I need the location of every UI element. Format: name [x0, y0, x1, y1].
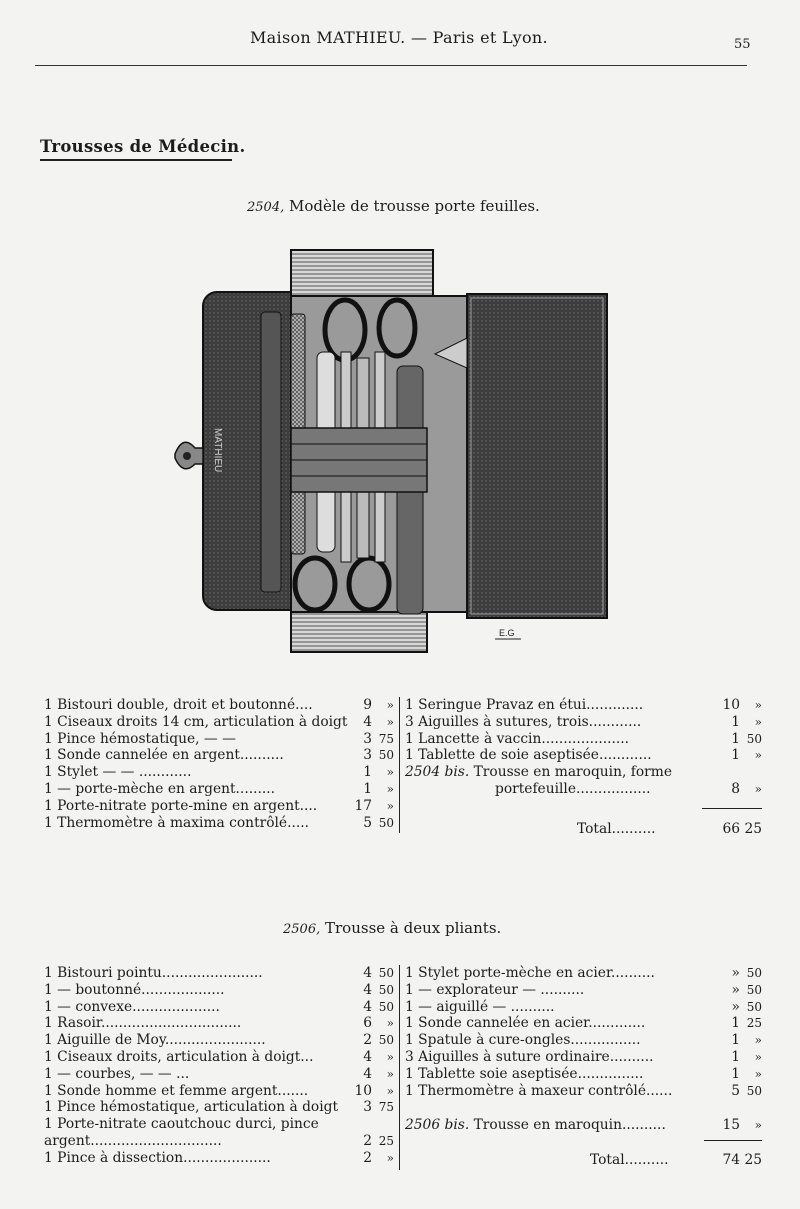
bis-row-cont: portefeuille................. 8 » [495, 780, 762, 797]
list-item: 1 Pince hémostatique, articulation à doigt 3 75 [44, 1099, 394, 1116]
total-row: Total.......... 74 25 [590, 1152, 762, 1168]
total-rule [704, 1140, 762, 1141]
list-item: 1 Porte-nitrate porte-mine en argent.... 17 » [44, 797, 394, 814]
list-item: 1 — aiguillé — .......... » 50 [405, 998, 762, 1015]
header-title: Maison MATHIEU. — Paris et Lyon. [250, 28, 548, 47]
page-header [0, 20, 800, 72]
list-item: 1 Aiguille de Moy....................... 2 50 [44, 1032, 394, 1049]
item2-total [405, 1152, 762, 1169]
item2-left-list [44, 965, 394, 1167]
list-item: 1 Sonde homme et femme argent....... 10 » [44, 1082, 394, 1099]
list-item: 1 Thermomètre à maxeur contrôlé...... 5 50 [405, 1082, 762, 1099]
header-rule [35, 65, 747, 66]
list-item: 1 Tablette de soie aseptisée............ 1 » [405, 747, 762, 764]
total-rule [702, 808, 762, 809]
list-item: 3 Aiguilles à sutures, trois............ 1 » [405, 713, 762, 730]
list-item: 1 Ciseaux droits 14 cm, articulation à doigt 4 » [44, 713, 394, 730]
column-divider [399, 965, 400, 1170]
list-item: 1 Bistouri double, droit et boutonné.... 9 » [44, 697, 394, 713]
total-row: Total.......... 66 25 [577, 821, 762, 837]
item-number: 2504, [247, 200, 285, 215]
engraver-mark: E.G [499, 628, 515, 638]
item-title: Trousse à deux pliants. [325, 919, 502, 937]
item2-right-list [405, 965, 762, 1099]
list-item: 1 Tablette soie aseptisée............... 1 » [405, 1065, 762, 1082]
list-item: 1 Porte-nitrate caoutchouc durci, pince [44, 1116, 319, 1133]
list-item: 1 Stylet porte-mèche en acier.......... » 50 [405, 965, 762, 981]
bis-ref: 2504 bis. [405, 764, 470, 781]
bis-text: Trousse en maroquin, forme [473, 764, 673, 781]
list-item: 1 Pince à dissection.................... 2 » [44, 1149, 394, 1166]
list-item: argent.............................. 2 25 [44, 1132, 394, 1149]
item-title: Modèle de trousse porte feuilles. [289, 197, 540, 215]
bis-ref: 2506 bis. [405, 1117, 470, 1133]
list-item: 1 — boutonné................... 4 50 [44, 981, 394, 998]
item1-total [405, 821, 762, 838]
bis-row: 2506 bis. Trousse en maroquin.......... 15 » [405, 1117, 762, 1133]
list-item: 1 — explorateur — .......... » 50 [405, 981, 762, 998]
bis-text: Trousse en maroquin.......... [473, 1117, 666, 1133]
list-item: 1 Bistouri pointu....................... 4 50 [44, 965, 394, 981]
page-number: 55 [734, 37, 751, 52]
list-item: 1 Sonde cannelée en argent.......... 3 50 [44, 747, 394, 764]
list-item: 1 — porte-mèche en argent......... 1 » [44, 780, 394, 797]
bis-row [405, 764, 762, 781]
item-caption [247, 197, 540, 215]
section-title: Trousses de Médecin. [40, 137, 246, 156]
list-item: 1 Ciseaux droits, articulation à doigt... 4 » [44, 1048, 394, 1065]
list-item: 1 Thermomètre à maxima contrôlé..... 5 50 [44, 814, 394, 831]
item2-bis [405, 1117, 762, 1134]
list-item: 1 Sonde cannelée en acier............. 1 25 [405, 1015, 762, 1032]
list-item: 1 — courbes, — — ... 4 » [44, 1065, 394, 1082]
trousse-illustration [165, 248, 625, 658]
list-item: 1 Seringue Pravaz en étui............. 10 » [405, 697, 762, 713]
list-item: 1 Rasoir................................ 6 » [44, 1015, 394, 1032]
item1-right-list [405, 697, 762, 798]
column-divider [399, 697, 400, 833]
list-item: 1 — convexe.................... 4 50 [44, 998, 394, 1015]
list-item: 1 Spatule à cure-ongles................ 1 » [405, 1032, 762, 1049]
list-item: 3 Aiguilles à suture ordinaire.......... 1 » [405, 1048, 762, 1065]
list-item: 1 Stylet — — ............ 1 » [44, 764, 394, 781]
section-title-underline [40, 159, 232, 161]
item-number: 2506, [283, 922, 321, 937]
list-item: 1 Pince hémostatique, — — 3 75 [44, 730, 394, 747]
item1-left-list [44, 697, 394, 831]
item-caption [283, 919, 501, 937]
case-label: MATHIEU [212, 428, 223, 473]
list-item: 1 Lancette à vaccin.................... 1 50 [405, 730, 762, 747]
